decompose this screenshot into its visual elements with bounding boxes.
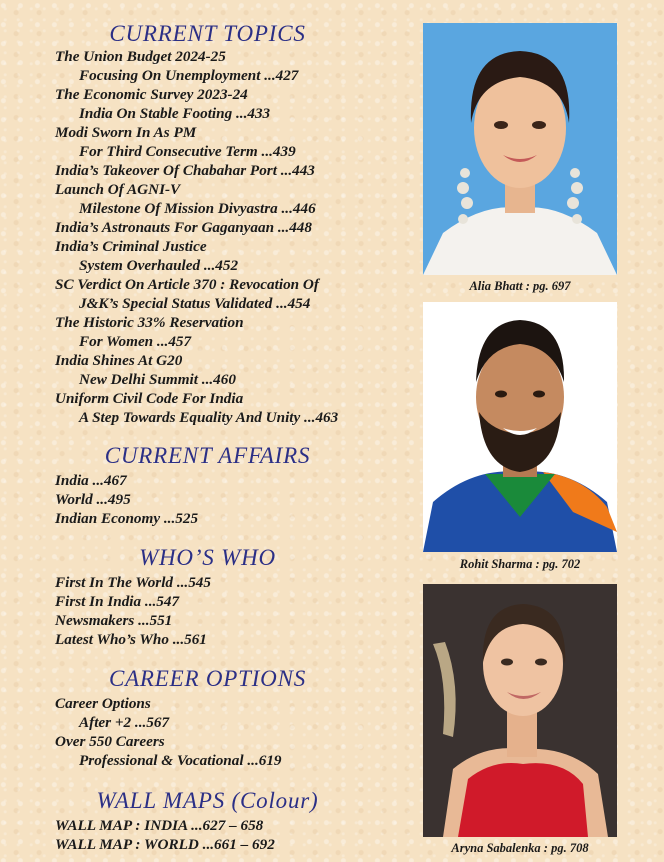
toc-entry[interactable]: After +2 ...567 (79, 714, 170, 731)
heading-current-affairs: CURRENT AFFAIRS (104, 443, 311, 468)
list-wall-maps (55, 816, 275, 854)
toc-entry[interactable]: First In The World ...545 (55, 574, 211, 591)
toc-entry[interactable]: Latest Who’s Who ...561 (55, 631, 207, 648)
toc-entry[interactable]: WALL MAP : WORLD ...661 – 692 (55, 836, 275, 853)
heading-wall-maps: WALL MAPS (Colour) (96, 788, 319, 813)
heading-current-topics: CURRENT TOPICS (109, 21, 306, 46)
toc-entry[interactable]: Modi Sworn In As PM (55, 124, 197, 141)
toc-entry[interactable]: New Delhi Summit ...460 (79, 371, 236, 388)
toc-entry[interactable]: The Union Budget 2024-25 (55, 48, 226, 65)
photo-rohit-sharma (423, 302, 617, 552)
toc-entry[interactable]: Career Options (55, 695, 151, 712)
toc-entry[interactable]: Professional & Vocational ...619 (79, 752, 282, 769)
caption-rohit-sharma: Rohit Sharma : pg. 702 (459, 557, 581, 571)
toc-entry[interactable]: India On Stable Footing ...433 (79, 105, 271, 122)
toc-entry[interactable]: Over 550 Careers (55, 733, 165, 750)
toc-entry[interactable]: India’s Takeover Of Chabahar Port ...443 (55, 162, 315, 179)
portrait-image (423, 584, 617, 837)
toc-entry[interactable]: First In India ...547 (55, 593, 180, 610)
caption-alia-bhatt: Alia Bhatt : pg. 697 (469, 279, 571, 293)
list-career-options (55, 694, 282, 770)
toc-entry[interactable]: Focusing On Unemployment ...427 (79, 67, 299, 84)
toc-entry[interactable]: India ...467 (55, 472, 127, 489)
toc-entry[interactable]: The Historic 33% Reservation (55, 314, 244, 331)
toc-entry[interactable]: Indian Economy ...525 (55, 510, 199, 527)
toc-entry[interactable]: India Shines At G20 (55, 352, 183, 369)
list-current-topics (55, 47, 338, 427)
toc-entry[interactable]: India’s Astronauts For Gaganyaan ...448 (55, 219, 312, 236)
toc-entry[interactable]: J&K’s Special Status Validated ...454 (79, 295, 311, 312)
toc-entry[interactable]: WALL MAP : INDIA ...627 – 658 (55, 817, 264, 834)
toc-entry[interactable]: System Overhauled ...452 (79, 257, 239, 274)
portrait-image (423, 302, 617, 552)
portrait-image (423, 23, 617, 275)
toc-entry[interactable]: For Third Consecutive Term ...439 (79, 143, 296, 160)
toc-entry[interactable]: A Step Towards Equality And Unity ...463 (79, 409, 339, 426)
toc-entry[interactable]: Uniform Civil Code For India (55, 390, 244, 407)
list-current-affairs (55, 471, 198, 528)
heading-whos-who: WHO’S WHO (139, 545, 276, 570)
toc-entry[interactable]: Launch Of AGNI-V (55, 181, 181, 198)
toc-entry[interactable]: SC Verdict On Article 370 : Revocation Of (55, 276, 319, 293)
heading-career-options: CAREER OPTIONS (108, 666, 307, 691)
toc-entry[interactable]: For Women ...457 (79, 333, 192, 350)
toc-entry[interactable]: Milestone Of Mission Divyastra ...446 (79, 200, 316, 217)
toc-entry[interactable]: Newsmakers ...551 (55, 612, 173, 629)
toc-entry[interactable]: India’s Criminal Justice (55, 238, 207, 255)
toc-entry[interactable]: World ...495 (55, 491, 131, 508)
toc-entry[interactable]: The Economic Survey 2023-24 (55, 86, 248, 103)
photo-alia-bhatt (423, 23, 617, 275)
list-whos-who (55, 573, 211, 649)
photo-aryna-sabalenka (423, 584, 617, 837)
caption-aryna-sabalenka: Aryna Sabalenka : pg. 708 (451, 841, 589, 855)
